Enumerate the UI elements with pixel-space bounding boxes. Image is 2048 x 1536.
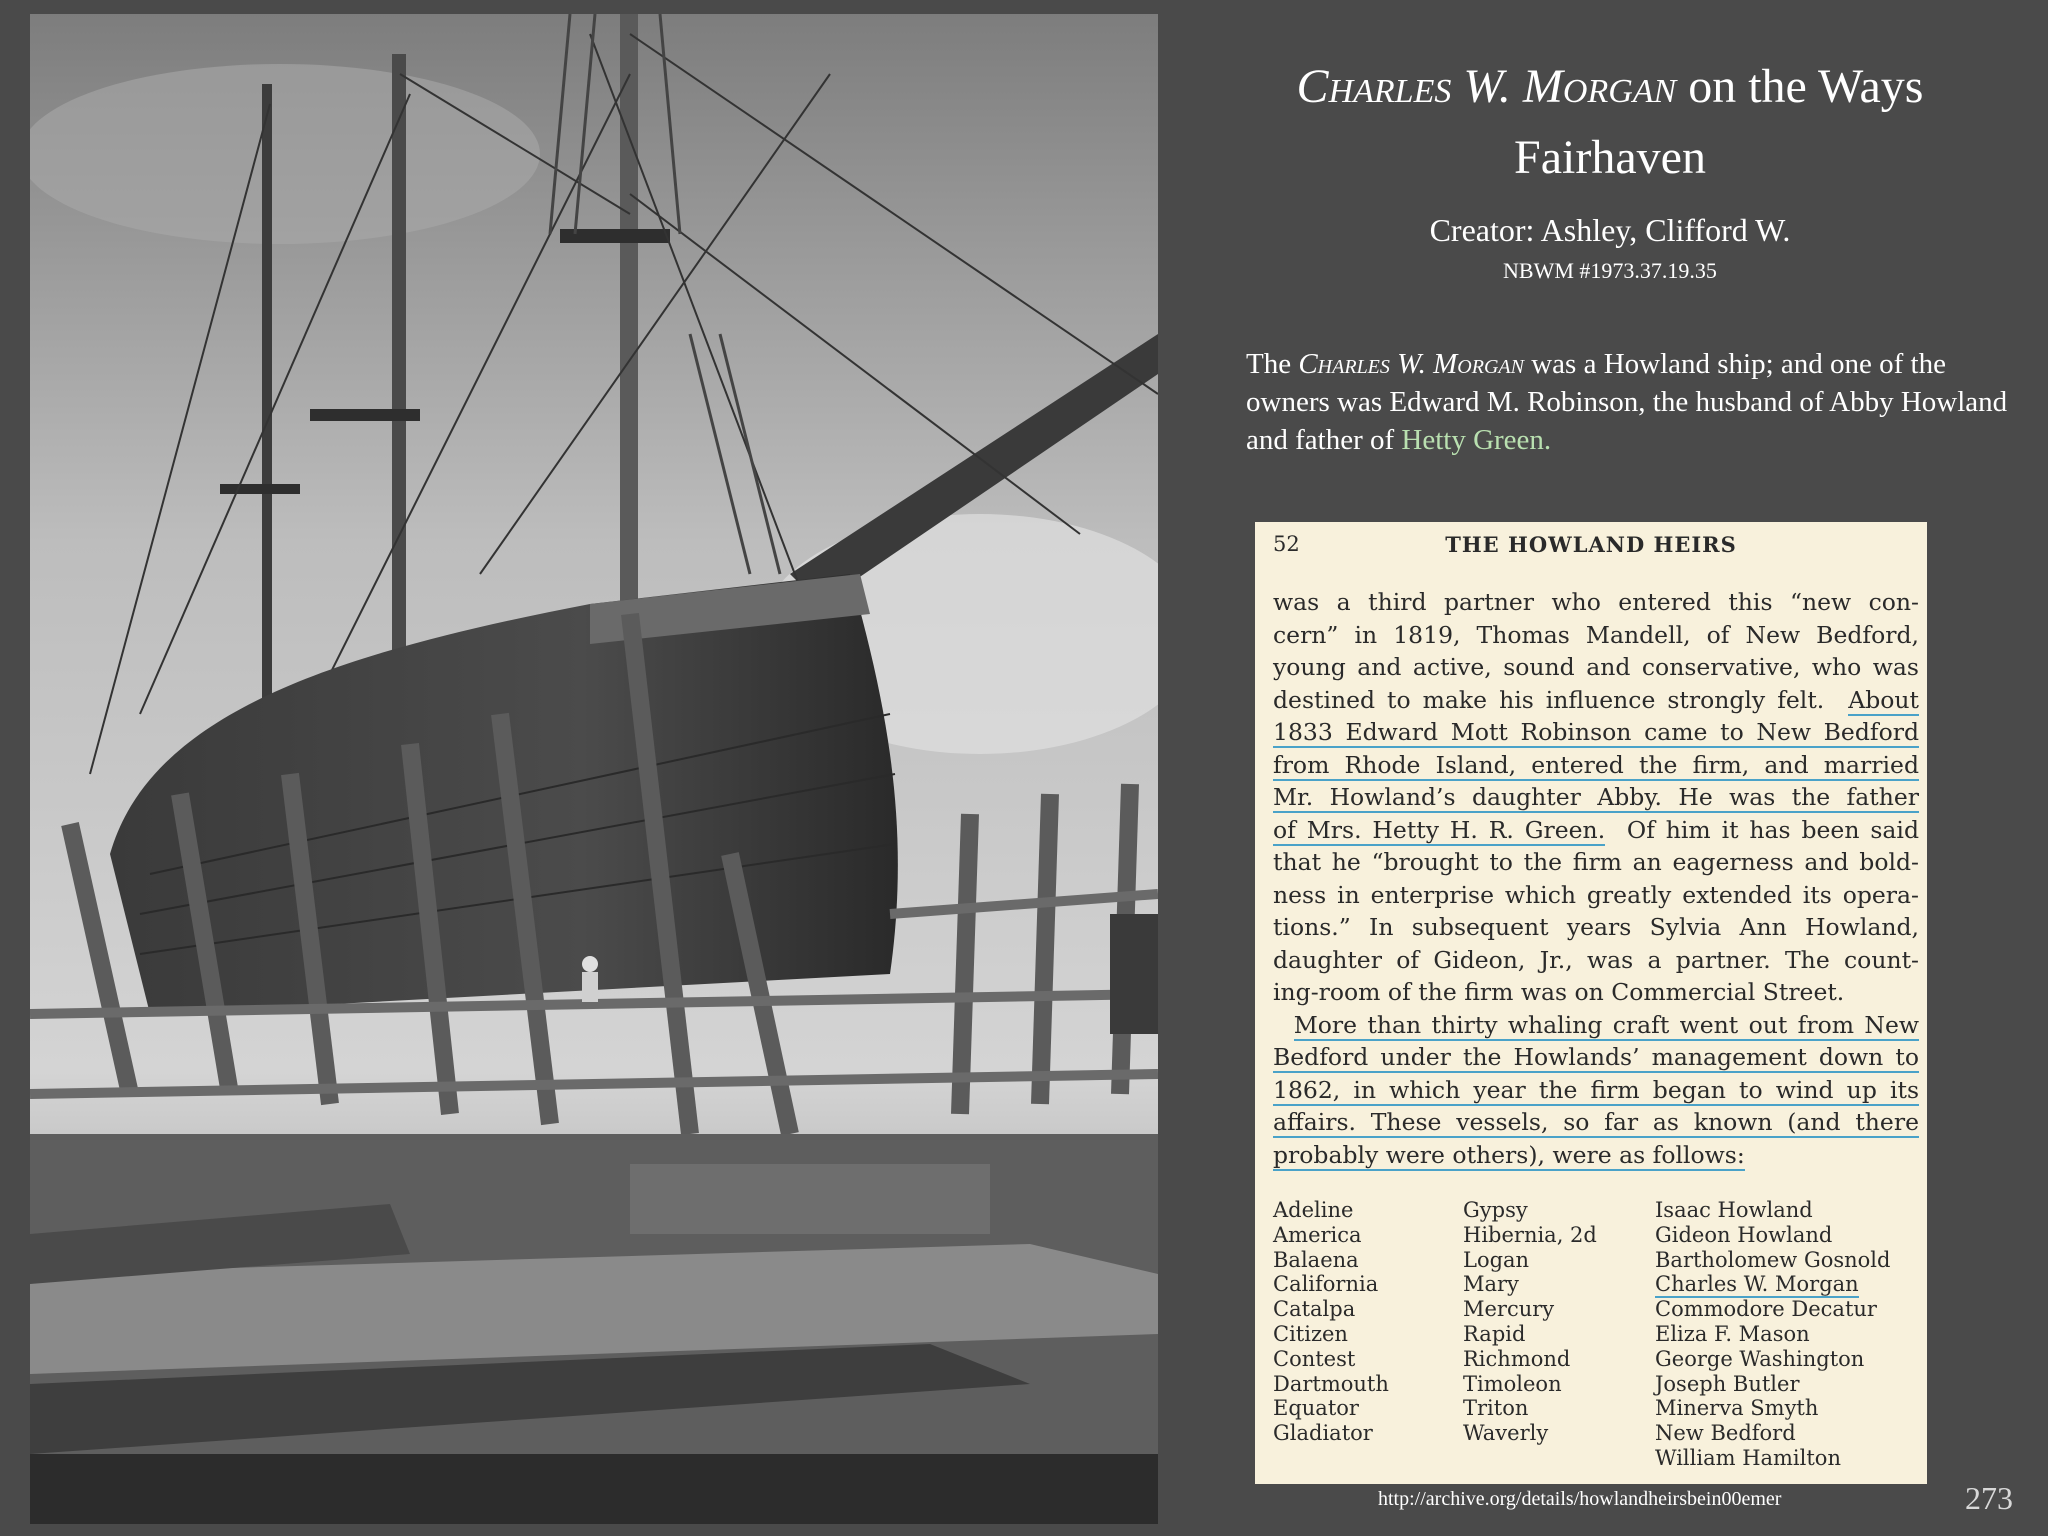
book-line	[1273, 684, 1919, 717]
slide-title	[1195, 52, 2025, 122]
ship-name: New Bedford	[1655, 1421, 1796, 1446]
book-line	[1273, 1106, 1919, 1139]
ship-name: Adeline	[1273, 1198, 1354, 1222]
ship-name: Contest	[1273, 1346, 1356, 1371]
book-line-part: destined to make his influence strongly felt.	[1273, 685, 1825, 714]
book-line: tions.” In subsequent years Sylvia Ann Howland,	[1273, 913, 1919, 941]
ship-name: William Hamilton	[1655, 1445, 1841, 1470]
book-page-scan	[1255, 522, 1927, 1484]
ship-name: Equator	[1273, 1396, 1359, 1421]
ship-name: Commodore Decatur	[1655, 1297, 1877, 1322]
book-line	[1273, 781, 1919, 814]
ship-name: Mary	[1463, 1272, 1519, 1297]
book-line	[1273, 1074, 1919, 1107]
book-running-head: THE HOWLAND HEIRS	[1445, 532, 1737, 557]
hetty-green-link[interactable]: Hetty Green.	[1401, 424, 1552, 456]
ship-list-column-3	[1655, 1198, 1890, 1471]
book-line: young and active, sound and conservative, who was	[1273, 653, 1919, 681]
ship-name: Isaac Howland	[1655, 1198, 1813, 1222]
ship-name: George Washington	[1655, 1346, 1865, 1371]
book-line: ness in enterprise which greatly extended its opera-	[1273, 880, 1919, 909]
book-line-part-underlined: About	[1848, 685, 1919, 714]
book-line: was a third partner who entered this “new con-	[1273, 588, 1919, 616]
ship-name: Mercury	[1463, 1297, 1555, 1322]
ship-name: Timoleon	[1463, 1371, 1562, 1396]
ship-name: Rapid	[1463, 1321, 1526, 1346]
book-line	[1273, 814, 1919, 847]
book-line-underlined: probably were others), were as follows:	[1273, 1140, 1745, 1169]
ship-name-underlined: Charles W. Morgan	[1655, 1272, 1859, 1297]
book-line: ing-room of the firm was on Commercial Street.	[1273, 978, 1845, 1006]
book-line-underlined: 1833 Edward Mott Robinson came to New Bedford	[1273, 718, 1919, 746]
ship-name: Bartholomew Gosnold	[1655, 1247, 1891, 1272]
ship-name: Eliza F. Mason	[1655, 1321, 1810, 1346]
ship-name: Hibernia, 2d	[1463, 1222, 1597, 1247]
book-line-underlined: 1862, in which year the firm began to wind up its	[1273, 1075, 1919, 1104]
description-paragraph	[1246, 345, 2036, 459]
ship-name: Gladiator	[1273, 1421, 1373, 1446]
para-ship-name: Charles W. Morgan	[1298, 348, 1524, 380]
slide-page-number: 273	[1965, 1480, 2013, 1516]
book-line-underlined: from Rhode Island, entered the firm, and married	[1273, 750, 1919, 779]
para-middle: was a Howland ship; and one of the owners was Edward M. Robinson, the husband of Abby Howland and father of	[1246, 348, 2008, 456]
book-page-number: 52	[1273, 532, 1300, 556]
ship-name: Dartmouth	[1273, 1371, 1389, 1396]
ship-name: Gypsy	[1463, 1198, 1528, 1222]
book-line	[1273, 1009, 1919, 1042]
book-line: cern” in 1819, Thomas Mandell, of New Bedford,	[1273, 620, 1919, 649]
book-line	[1273, 716, 1919, 749]
title-suffix: on the Ways	[1676, 60, 1924, 113]
source-url[interactable]: http://archive.org/details/howlandheirsbein00emer	[1378, 1488, 1782, 1510]
book-line-part: Of him it has been said	[1626, 815, 1919, 844]
ship-name: America	[1273, 1222, 1362, 1247]
title-ship-name: Charles W. Morgan	[1296, 60, 1677, 113]
slide-subtitle: Fairhaven	[1514, 131, 1706, 184]
ship-photograph	[30, 14, 1158, 1524]
book-line: that he “brought to the firm an eagerness and bold-	[1273, 848, 1919, 876]
ship-name: Minerva Smyth	[1655, 1396, 1819, 1421]
ship-name: Richmond	[1463, 1346, 1571, 1371]
ship-name: Waverly	[1463, 1421, 1549, 1446]
ship-name: Gideon Howland	[1655, 1222, 1833, 1247]
book-header	[1273, 532, 1909, 562]
ship-name: California	[1273, 1272, 1379, 1297]
book-line-underlined: More than thirty whaling craft went out from New	[1293, 1010, 1919, 1039]
ship-name: Catalpa	[1273, 1297, 1356, 1322]
ship-name: Triton	[1463, 1396, 1529, 1421]
book-line	[1273, 1139, 1919, 1172]
book-line-part-underlined: of Mrs. Hetty H. R. Green.	[1273, 815, 1606, 844]
ship-name: Joseph Butler	[1655, 1371, 1800, 1396]
catalog-number: NBWM #1973.37.19.35	[1503, 258, 1717, 283]
book-line-underlined: Bedford under the Howlands’ management down to	[1273, 1043, 1919, 1071]
creator-credit: Creator: Ashley, Clifford W.	[1429, 212, 1791, 248]
book-line	[1273, 749, 1919, 782]
ship-name: Citizen	[1273, 1321, 1348, 1346]
para-prefix: The	[1246, 348, 1299, 380]
ship-list-column-2	[1463, 1198, 1597, 1446]
book-line	[1273, 1041, 1919, 1074]
title-block	[1195, 52, 2025, 286]
ship-name-highlighted	[1655, 1272, 1890, 1297]
ship-name: Logan	[1463, 1247, 1530, 1272]
ship-name: Balaena	[1273, 1247, 1359, 1272]
book-line: daughter of Gideon, Jr., was a partner. The count-	[1273, 945, 1919, 974]
book-text	[1273, 586, 1919, 1171]
ship-list-column-1	[1273, 1198, 1389, 1446]
book-line-underlined: affairs. These vessels, so far as known (and there	[1273, 1108, 1919, 1136]
book-line-underlined: Mr. Howland’s daughter Abby. He was the father	[1273, 783, 1919, 811]
